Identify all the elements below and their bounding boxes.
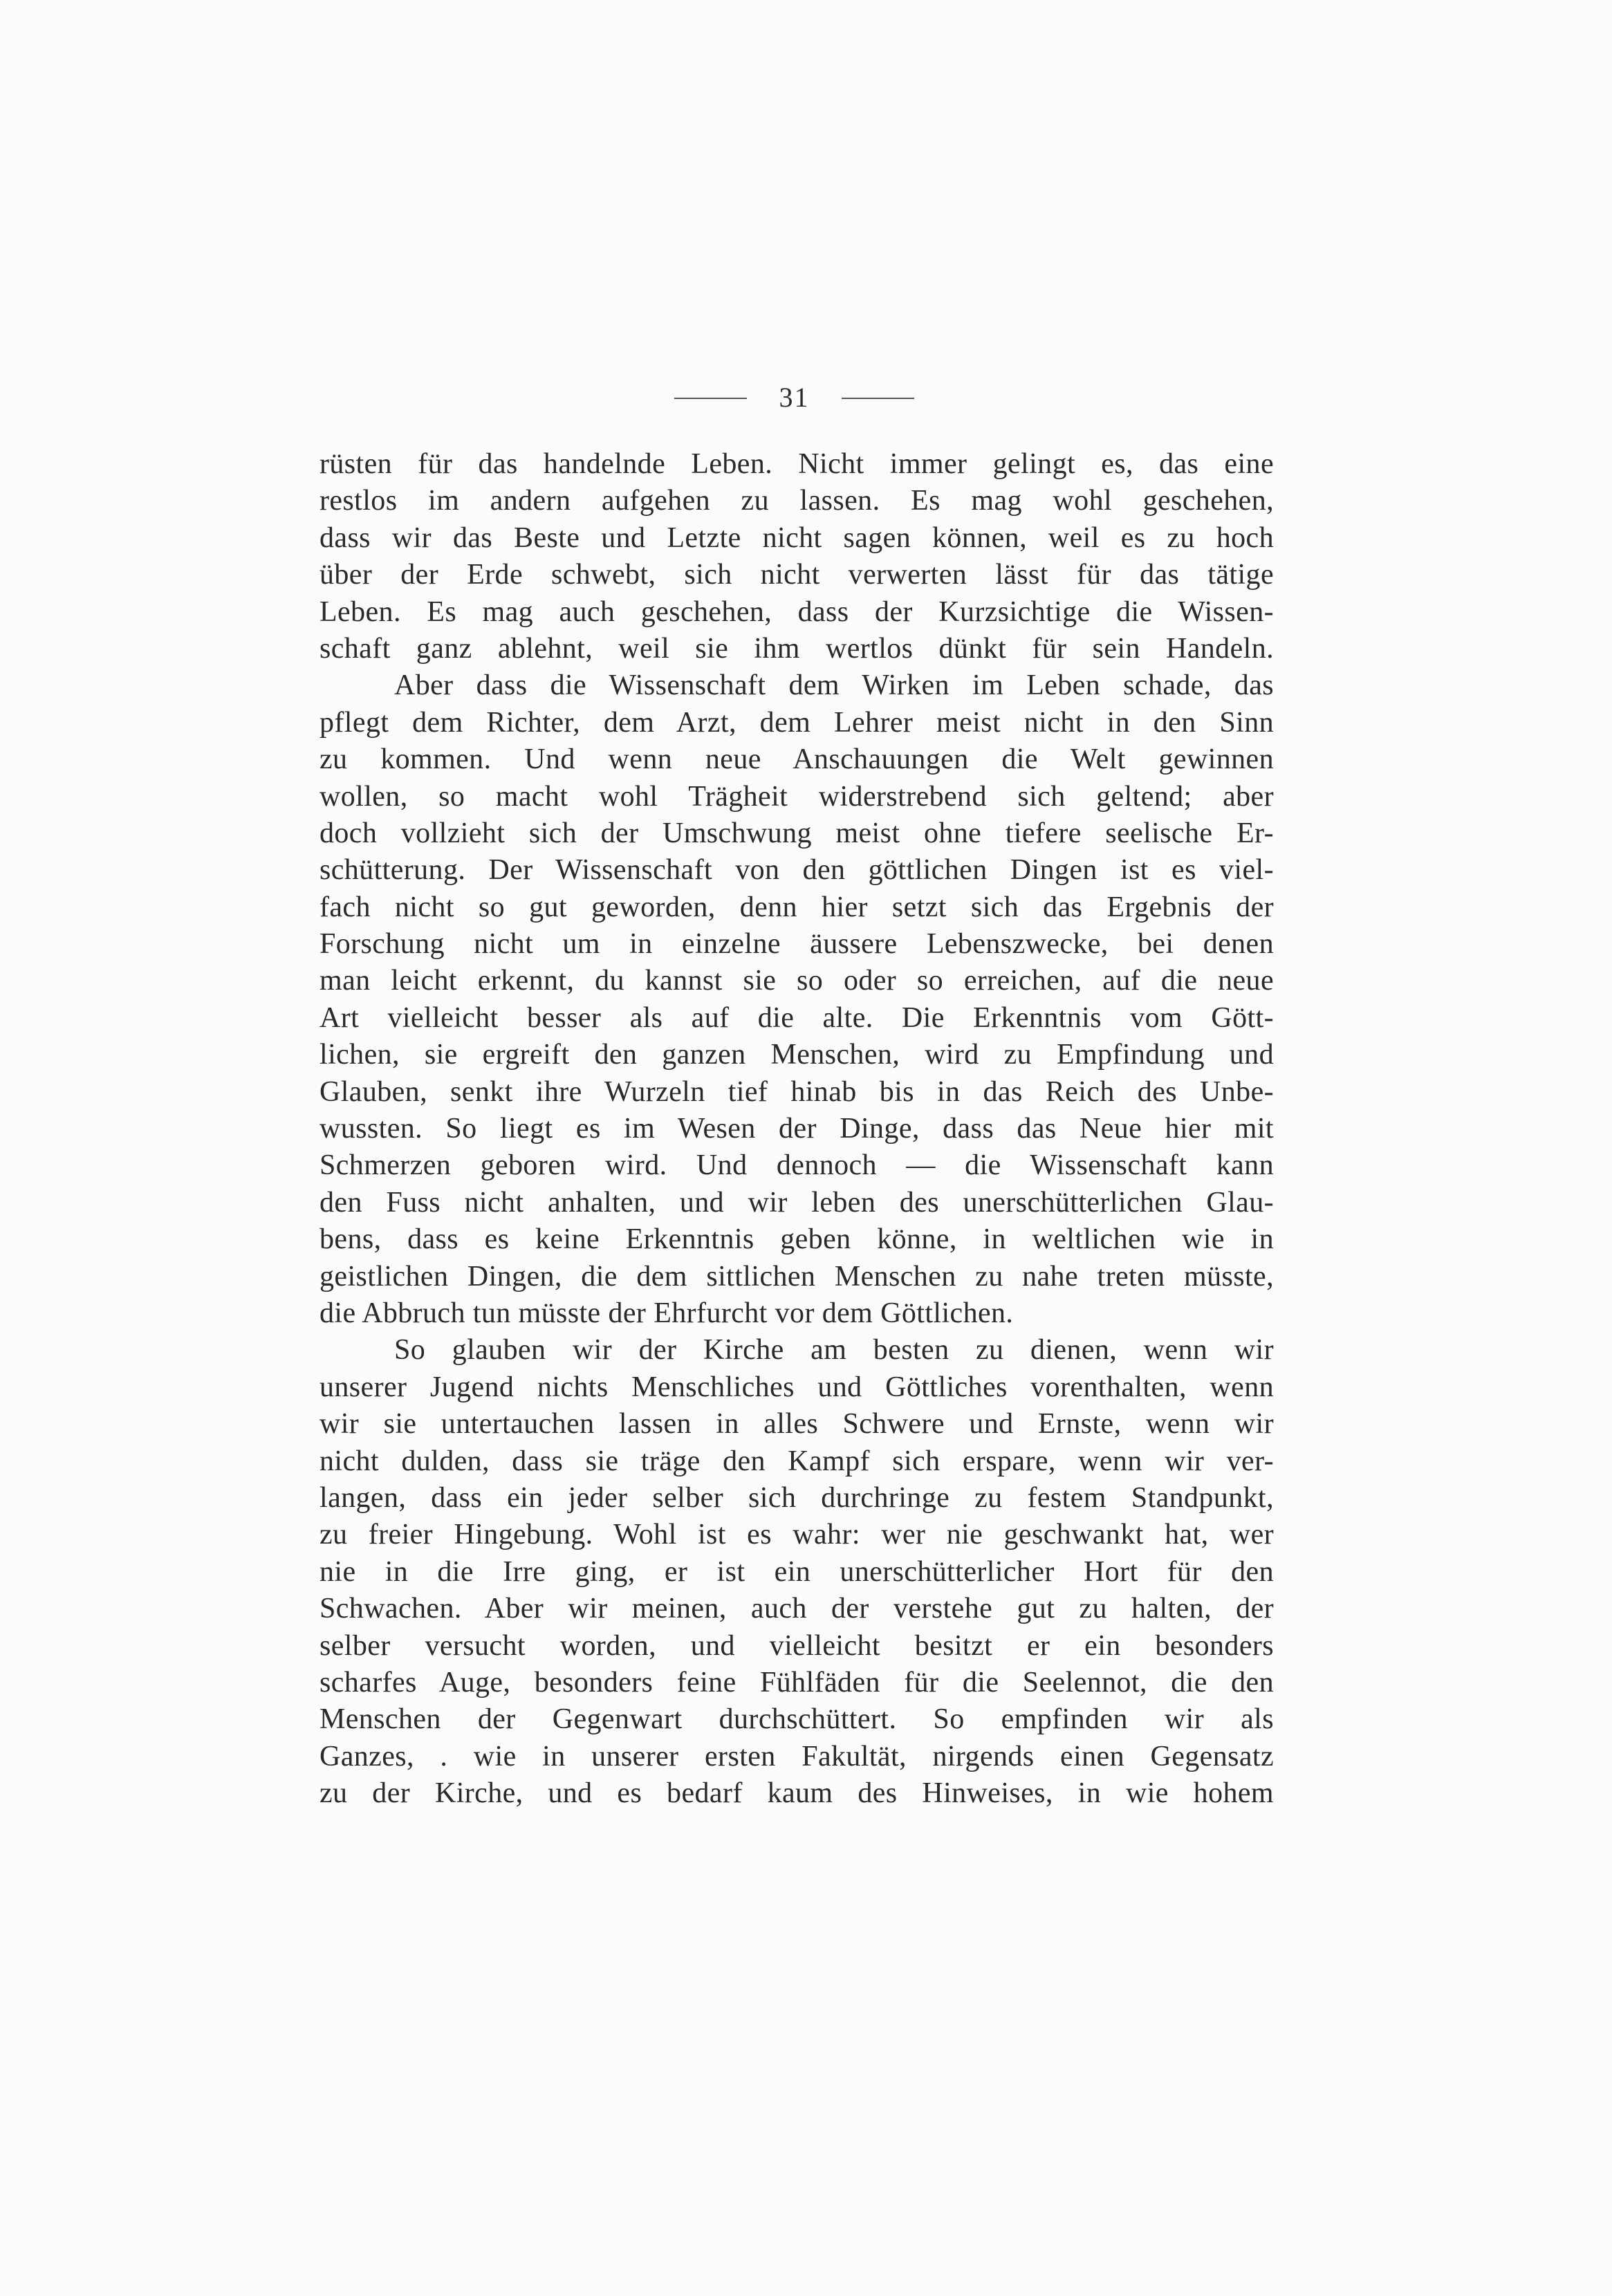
text-line: zu kommen. Und wenn neue Anschauungen die Welt gewinnen (319, 743, 1274, 776)
text-line: schaft ganz ablehnt, weil sie ihm wertlos dünkt für sein Handeln. (319, 632, 1274, 665)
text-line: wollen, so macht wohl Trägheit widerstrebend sich geltend; aber (319, 780, 1274, 813)
text-line: lichen, sie ergreift den ganzen Menschen, wird zu Empfindung und (319, 1039, 1274, 1071)
text-line: die Abbruch tun müsste der Ehrfurcht vor dem Göttlichen. (319, 1297, 1014, 1329)
text-line: geistlichen Dingen, die dem sittlichen Menschen zu nahe treten müsste, (319, 1260, 1274, 1293)
header-rule-left (674, 398, 747, 399)
text-line: pflegt dem Richter, dem Arzt, dem Lehrer meist nicht in den Sinn (319, 706, 1274, 739)
text-line: scharfes Auge, besonders feine Fühlfäden für die Seelennot, die den (319, 1666, 1274, 1698)
text-line: Glauben, senkt ihre Wurzeln tief hinab bis in das Reich des Unbe- (319, 1075, 1274, 1108)
text-line: So glauben wir der Kirche am besten zu dienen, wenn wir (394, 1334, 1274, 1367)
text-line: restlos im andern aufgehen zu lassen. Es mag wohl geschehen, (319, 485, 1274, 517)
text-line: Aber dass die Wissenschaft dem Wirken im Leben schade, das (394, 669, 1274, 702)
text-line: zu freier Hingebung. Wohl ist es wahr: wer nie geschwankt hat, wer (319, 1519, 1274, 1551)
text-line: über der Erde schwebt, sich nicht verwerten lässt für das tätige (319, 559, 1274, 591)
page-number: 31 (779, 382, 810, 413)
header-rule-right (842, 398, 914, 399)
text-line: Leben. Es mag auch geschehen, dass der Kurzsichtige die Wissen- (319, 595, 1274, 628)
text-line: wir sie untertauchen lassen in alles Schwere und Ernste, wenn wir (319, 1408, 1274, 1441)
body-text (319, 446, 1274, 1812)
text-line: wussten. So liegt es im Wesen der Dinge, dass das Neue hier mit (319, 1113, 1274, 1145)
text-line: den Fuss nicht anhalten, und wir leben des unerschütterlichen Glau- (319, 1186, 1274, 1219)
text-line: zu der Kirche, und es bedarf kaum des Hinweises, in wie hohem (319, 1777, 1274, 1810)
text-line: Schwachen. Aber wir meinen, auch der verstehe gut zu halten, der (319, 1593, 1274, 1625)
text-line: unserer Jugend nichts Menschliches und Göttliches vorenthalten, wenn (319, 1371, 1274, 1403)
text-line: Forschung nicht um in einzelne äussere Lebenszwecke, bei denen (319, 928, 1274, 961)
text-line: Art vielleicht besser als auf die alte. Die Erkenntnis vom Gött- (319, 1001, 1274, 1034)
text-line: nie in die Irre ging, er ist ein unerschütterlicher Hort für den (319, 1555, 1274, 1588)
text-line: langen, dass ein jeder selber sich durchringe zu festem Standpunkt, (319, 1481, 1274, 1514)
text-line: man leicht erkennt, du kannst sie so oder so erreichen, auf die neue (319, 965, 1274, 997)
text-line: selber versucht worden, und vielleicht besitzt er ein besonders (319, 1629, 1274, 1662)
text-line: nicht dulden, dass sie träge den Kampf sich erspare, wenn wir ver- (319, 1445, 1274, 1477)
text-line: schütterung. Der Wissenschaft von den göttlichen Dingen ist es viel- (319, 854, 1274, 887)
text-line: doch vollzieht sich der Umschwung meist ohne tiefere seelische Er- (319, 817, 1274, 849)
text-line: fach nicht so gut geworden, denn hier setzt sich das Ergebnis der (319, 891, 1274, 923)
text-line: Schmerzen geboren wird. Und dennoch — die Wissenschaft kann (319, 1149, 1274, 1182)
text-line: dass wir das Beste und Letzte nicht sagen können, weil es zu hoch (319, 521, 1274, 554)
page-header (0, 377, 1612, 418)
text-line: rüsten für das handelnde Leben. Nicht immer gelingt es, das eine (319, 448, 1274, 480)
text-line: Ganzes, . wie in unserer ersten Fakultät, nirgends einen Gegensatz (319, 1740, 1274, 1772)
text-line: Menschen der Gegenwart durchschüttert. So empfinden wir als (319, 1703, 1274, 1736)
text-line: bens, dass es keine Erkenntnis geben könne, in weltlichen wie in (319, 1223, 1274, 1256)
